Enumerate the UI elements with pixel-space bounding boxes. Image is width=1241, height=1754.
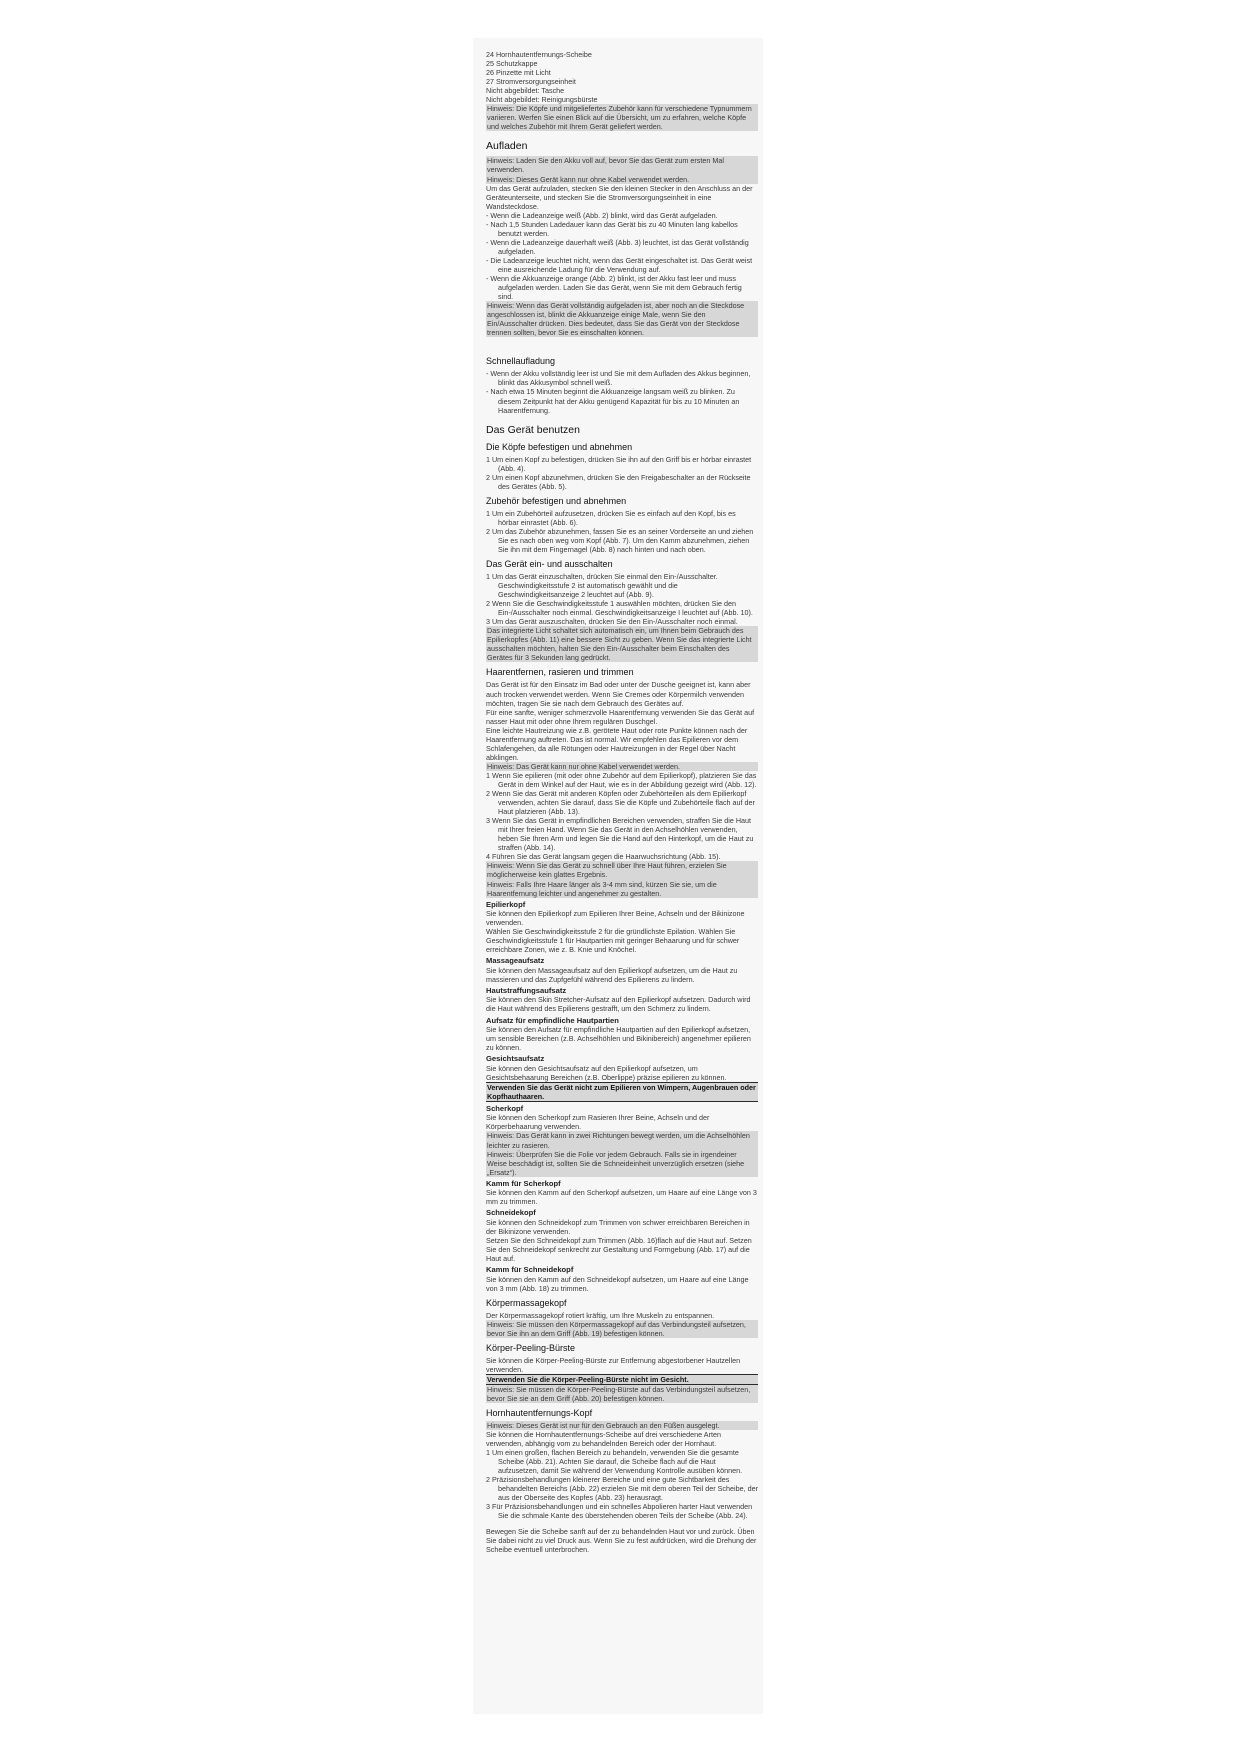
subsection-heading: Die Köpfe befestigen und abnehmen <box>486 441 633 452</box>
note-box: Hinweis: Wenn Sie das Gerät zu schnell über Ihre Haut führen, erzielen Sie möglicherweise kein glattes Ergebnis. <box>486 861 758 879</box>
note-box: Hinweis: Überprüfen Sie die Folie vor jedem Gebrauch. Falls sie in irgendeiner Weise beschädigt ist, sollten Sie die Schneideinheit unverzüglich ersetzen (siehe „Ersatz“). <box>486 1150 758 1177</box>
paragraph: Sie können den Kamm auf den Schneidekopf aufsetzen, um Haare auf eine Länge von 3 mm (Abb. 18) zu trimmen. <box>486 1274 749 1293</box>
note-box: Hinweis: Das Gerät kann nur ohne Kabel verwendet werden. <box>486 762 758 771</box>
paragraph: Für eine sanfte, weniger schmerzvolle Haarentfernung verwenden Sie das Gerät auf nasser Haut mit oder ohne Ihrem regulären Duschgel. <box>486 707 755 726</box>
list-item: 1 Um das Gerät einzuschalten, drücken Sie einmal den Ein-/Ausschalter. Geschwindigkeitsstufe 2 ist automatisch gewählt und die Geschwindigkeitsanzeige 2 leuchtet auf (Abb. 9). <box>486 572 718 600</box>
list-item: 2 Um einen Kopf abzunehmen, drücken Sie den Freigabeschalter an der Rückseite des Gerätes (Abb. 5). <box>486 472 751 491</box>
list-item: 3 Wenn Sie das Gerät in empfindlichen Bereichen verwenden, straffen Sie die Haut mit Ihrer freien Hand. Wenn Sie das Gerät in den Achselhöhlen verwenden, heben Sie Ihren Arm und legen Sie die Hand auf den Hinterkopf, um die Haut zu straffen (Abb. 14). <box>486 816 754 853</box>
paragraph: Sie können den Gesichtsaufsatz auf den Epilierkopf aufsetzen, um Gesichtsbehaarung Bereichen (z.B. Oberlippe) präzise epilieren zu können. <box>486 1063 727 1082</box>
subsection-heading: Zubehör befestigen und abnehmen <box>486 495 627 506</box>
paragraph: Sie können die Körper-Peeling-Bürste zur Entfernung abgestorbener Hautzellen verwenden. <box>486 1355 741 1374</box>
warning-box: Verwenden Sie die Körper-Peeling-Bürste nicht im Gesicht. <box>486 1374 758 1385</box>
list-item: 2 Wenn Sie das Gerät mit anderen Köpfen oder Zubehörteilen als dem Epilierkopf verwenden, achten Sie darauf, dass Sie die Köpfe und Zubehörteile flach auf der Haut platzieren (Abb. 13). <box>486 789 755 817</box>
minor-heading: Massageaufsatz <box>486 956 545 966</box>
paragraph: Setzen Sie den Schneidekopf zum Trimmen (Abb. 16)flach auf die Haut auf. Setzen Sie den Schneidekopf senkrecht zur Gestaltung und Formgebung (Abb. 17) auf die Haut auf. <box>486 1235 752 1263</box>
note-box: Hinweis: Wenn das Gerät vollständig aufgeladen ist, aber noch an die Steckdose angeschlossen ist, blinkt die Akkuanzeige einige Male, wenn Sie den Ein/Ausschalter drücken. Dies bedeutet, dass Sie das Gerät von der Steckdose trennen sollten, bevor Sie es einschalten können. <box>486 301 758 337</box>
list-item: 4 Führen Sie das Gerät langsam gegen die Haarwuchsrichtung (Abb. 15). <box>486 852 721 862</box>
list-item: 1 Wenn Sie epilieren (mit oder ohne Zubehör auf dem Epilierkopf), platzieren Sie das Gerät in dem Winkel auf der Haut, wie es in der Abbildung gezeigt wird (Abb. 12). <box>486 770 757 789</box>
section-heading: Aufladen <box>486 140 528 153</box>
paragraph: Sie können den Scherkopf zum Rasieren Ihrer Beine, Achseln und der Körperbehaarung verwenden. <box>486 1113 710 1132</box>
note-box: Hinweis: Falls Ihre Haare länger als 3-4 mm sind, kürzen Sie sie, um die Haarentfernung leichter und angenehmer zu gestalten. <box>486 880 758 898</box>
spacer <box>486 337 758 351</box>
note-box: Das integrierte Licht schaltet sich automatisch ein, um Ihnen beim Gebrauch des Epilierkopfes (Abb. 11) eine bessere Sicht zu geben. Wenn Sie das integrierte Licht ausschalten möchten, halten Sie den Ein-/Ausschalter beim Einschalten des Gerätes für 3 Sekunden lang gedrückt. <box>486 626 758 662</box>
list-item: 2 Um das Zubehör abzunehmen, fassen Sie es an seiner Vorderseite an und ziehen Sie es nach oben weg vom Kopf (Abb. 7). Um den Kamm abzunehmen, ziehen Sie ihn mit dem Fingernagel (Abb. 8) nach hinten und nach oben. <box>486 526 754 554</box>
list-item: 24 Hornhautentfernungs-Scheibe <box>486 50 592 59</box>
list-item: - Nach 1,5 Stunden Ladedauer kann das Gerät bis zu 40 Minuten lang kabellos benutzt werden. <box>486 219 738 238</box>
list-item: - Wenn der Akku vollständig leer ist und Sie mit dem Aufladen des Akkus beginnen, blinkt das Akkusymbol schnell weiß. <box>486 369 751 388</box>
list-item: 25 Schutzkappe <box>486 59 538 69</box>
list-item: 26 Pinzette mit Licht <box>486 68 551 78</box>
list-item: 3 Für Präzisionsbehandlungen und ein schnelles Abpolieren harter Haut verwenden Sie die schmale Kante des überstehenden oberen Teils der Scheibe (Abb. 24). <box>486 1502 753 1521</box>
subsection-heading: Haarentfernen, rasieren und trimmen <box>486 667 634 678</box>
paragraph: Sie können den Aufsatz für empfindliche Hautpartien auf den Epilierkopf aufsetzen, um sensible Bereichen (z.B. Achselhöhlen und Bikinibereich) angenehmer epilieren zu können. <box>486 1025 751 1053</box>
parts-list <box>486 50 758 104</box>
minor-heading: Scherkopf <box>486 1103 524 1113</box>
paragraph: Sie können den Schneidekopf zum Trimmen von schwer erreichbaren Bereichen in der Bikinizone verwenden. <box>486 1217 750 1236</box>
section-heading: Das Gerät benutzen <box>486 423 580 436</box>
subsection-heading: Schnellaufladung <box>486 356 556 367</box>
list-item: 1 Um ein Zubehörteil aufzusetzen, drücken Sie es einfach auf den Kopf, bis es hörbar einrastet (Abb. 6). <box>486 508 736 527</box>
minor-heading: Aufsatz für empfindliche Hautpartien <box>486 1015 619 1025</box>
minor-heading: Schneidekopf <box>486 1208 536 1218</box>
list-item: 27 Stromversorgungseinheit <box>486 77 576 87</box>
note-box: Hinweis: Dieses Gerät kann nur ohne Kabel verwendet werden. <box>486 175 758 184</box>
note-box: Hinweis: Die Köpfe und mitgeliefertes Zubehör kann für verschiedene Typnummern variieren. Werfen Sie einen Blick auf die Übersicht, um zu erfahren, welche Köpfe und welches Zubehör mit Ihrem Gerät geliefert werden. <box>486 104 758 131</box>
list-item: 3 Um das Gerät auszuschalten, drücken Sie den Ein-/Ausschalter noch einmal. <box>486 617 738 627</box>
list-item: - Die Ladeanzeige leuchtet nicht, wenn das Gerät eingeschaltet ist. Das Gerät weist eine ausreichende Ladung für die Verwendung auf. <box>486 255 753 274</box>
warning-box: Verwenden Sie das Gerät nicht zum Epilieren von Wimpern, Augenbrauen oder Kopfhauthaaren. <box>486 1082 758 1102</box>
paragraph: Sie können den Kamm auf den Scherkopf aufsetzen, um Haare auf eine Länge von 3 mm zu trimmen. <box>486 1188 757 1207</box>
list-item: Nicht abgebildet: Reinigungsbürste <box>486 95 598 105</box>
paragraph: Eine leichte Hautreizung wie z.B. gerötete Haut oder rote Punkte können nach der Haarentfernung auftreten. Das ist normal. Wir empfehlen das Epilieren vor dem Schlafengehen, da alle Rötungen oder Hautreizungen in der Regel über Nacht abklingen. <box>486 725 748 762</box>
list-item: 2 Präzisionsbehandlungen kleinerer Bereiche und eine gute Sichtbarkeit des behandelten Bereichs (Abb. 22) erzielen Sie mit dem oberen Teil der Scheibe, der aus der Oberseite des Kopfes (Abb. 23) herausragt. <box>486 1475 758 1503</box>
subsection-heading: Hornhautentfernungs-Kopf <box>486 1407 593 1418</box>
document-column <box>486 50 758 1554</box>
paragraph: Der Körpermassagekopf rotiert kräftig, um Ihre Muskeln zu entspannen. <box>486 1310 715 1320</box>
paragraph: Wählen Sie Geschwindigkeitsstufe 2 für die gründlichste Epilation. Wählen Sie Geschwindigkeitsstufe 1 für Hautpartien mit geringer Behaarung und für schwer erreichbare Zonen, wie z. B. Knie und Knöchel. <box>486 927 740 955</box>
list-item: - Wenn die Ladeanzeige dauerhaft weiß (Abb. 3) leuchtet, ist das Gerät vollständig aufgeladen. <box>486 237 749 256</box>
paragraph: Sie können den Massageaufsatz auf den Epilierkopf aufsetzen, um die Haut zu massieren und das Zupfgefühl während des Epilierens zu lindern. <box>486 965 738 984</box>
minor-heading: Gesichtsaufsatz <box>486 1054 545 1064</box>
paragraph: Um das Gerät aufzuladen, stecken Sie den kleinen Stecker in den Anschluss an der Geräteunterseite, und stecken Sie die Stromversorgungseinheit in eine Wandsteckdose. <box>486 183 753 211</box>
paragraph: Sie können den Epilierkopf zum Epilieren Ihrer Beine, Achseln und der Bikinizone verwenden. <box>486 909 745 928</box>
note-box: Hinweis: Das Gerät kann in zwei Richtungen bewegt werden, um die Achselhöhlen leichter zu rasieren. <box>486 1131 758 1149</box>
note-box: Hinweis: Laden Sie den Akku voll auf, bevor Sie das Gerät zum ersten Mal verwenden. <box>486 156 758 174</box>
paragraph: Sie können den Skin Stretcher-Aufsatz auf den Epilierkopf aufsetzen. Dadurch wird die Haut während des Epilierens gestrafft, um den Schmerz zu lindern. <box>486 995 751 1014</box>
subsection-heading: Das Gerät ein- und ausschalten <box>486 559 613 570</box>
list-item: 1 Um einen Kopf zu befestigen, drücken Sie ihn auf den Griff bis er hörbar einrastet (Abb. 4). <box>486 454 752 473</box>
list-item: Nicht abgebildet: Tasche <box>486 86 565 96</box>
list-item: 2 Wenn Sie die Geschwindigkeitsstufe 1 auswählen möchten, drücken Sie den Ein-/Ausschalter noch einmal. Geschwindigkeitsanzeige I leuchtet auf (Abb. 10). <box>486 599 753 618</box>
note-box: Hinweis: Sie müssen die Körper-Peeling-Bürste auf das Verbindungsteil aufsetzen, bevor Sie sie an dem Griff (Abb. 20) befestigen können. <box>486 1385 758 1403</box>
minor-heading: Epilierkopf <box>486 899 526 909</box>
paragraph: Bewegen Sie die Scheibe sanft auf der zu behandelnden Haut vor und zurück. Üben Sie dabei nicht zu viel Druck aus. Wenn Sie zu fest aufdrücken, wird die Drehung der Scheibe eventuell unterbrochen. <box>486 1526 757 1554</box>
list-item: - Wenn die Akkuanzeige orange (Abb. 2) blinkt, ist der Akku fast leer und muss aufgeladen werden. Laden Sie das Gerät, wenn Sie mit dem Gebrauch fertig sind. <box>486 274 742 302</box>
list-item: - Wenn die Ladeanzeige weiß (Abb. 2) blinkt, wird das Gerät aufgeladen. <box>486 210 718 220</box>
paragraph: Sie können die Hornhautentfernungs-Scheibe auf drei verschiedene Arten verwenden, abhängig vom zu behandelnden Bereich oder der Hornhaut. <box>486 1430 721 1449</box>
subsection-heading: Körper-Peeling-Bürste <box>486 1342 576 1353</box>
list-item: - Nach etwa 15 Minuten beginnt die Akkuanzeige langsam weiß zu blinken. Zu diesem Zeitpunkt hat der Akku genügend Kapazität für bis zu 10 Minuten an Haarentfernung. <box>486 387 740 415</box>
note-box: Hinweis: Dieses Gerät ist nur für den Gebrauch an den Füßen ausgelegt. <box>486 1421 758 1430</box>
minor-heading: Kamm für Scherkopf <box>486 1178 561 1188</box>
minor-heading: Hautstraffungsaufsatz <box>486 985 567 995</box>
minor-heading: Kamm für Schneidekopf <box>486 1265 574 1275</box>
subsection-heading: Körpermassagekopf <box>486 1297 567 1308</box>
paragraph: Das Gerät ist für den Einsatz im Bad oder unter der Dusche geeignet ist, kann aber auch trocken verwendet werden. Wenn Sie Cremes oder Körpermilch verwenden möchten, tragen Sie sie nach dem Gebrauch des Gerätes auf. <box>486 680 751 708</box>
list-item: 1 Um einen großen, flachen Bereich zu behandeln, verwenden Sie die gesamte Scheibe (Abb. 21). Achten Sie darauf, die Scheibe flach auf die Haut aufzusetzen, damit Sie während der Verwendung Kontrolle ausüben können. <box>486 1448 743 1476</box>
note-box: Hinweis: Sie müssen den Körpermassagekopf auf das Verbindungsteil aufsetzen, bevor Sie ihn an dem Griff (Abb. 19) befestigen können. <box>486 1320 758 1338</box>
